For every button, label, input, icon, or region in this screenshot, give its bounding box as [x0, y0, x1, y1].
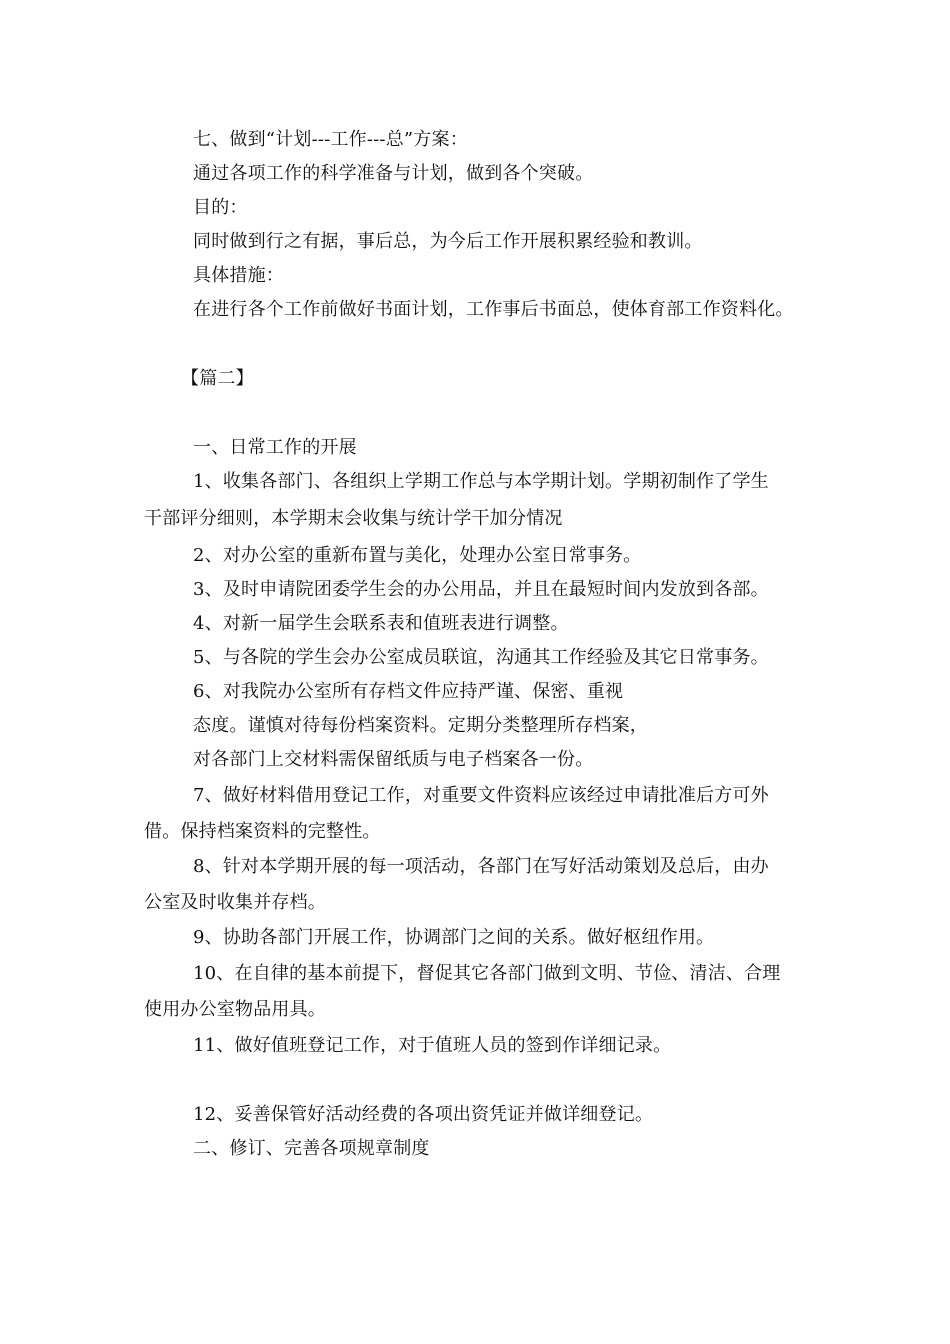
section-heading-1: 一、日常工作的开展	[193, 437, 357, 458]
list-item-7-cont: 借。保持档案资料的完整性。	[144, 821, 381, 842]
section7-text: 通过各项工作的科学准备与计划，做到各个突破。	[193, 163, 594, 184]
purpose-label: 目的：	[193, 197, 248, 218]
list-item-4: 4、对新一届学生会联系表和值班表进行调整。	[193, 613, 569, 634]
part-two-marker: 【篇二】	[181, 368, 254, 389]
measures-text: 在进行各个工作前做好书面计划，工作事后书面总，使体育部工作资料化。	[193, 299, 794, 320]
list-item-1-cont: 干部评分细则，本学期末会收集与统计学干加分情况	[144, 508, 563, 529]
list-item-8-cont: 公室及时收集并存档。	[144, 892, 326, 913]
measures-label: 具体措施：	[193, 265, 284, 286]
list-item-9: 9、协助各部门开展工作，协调部门之间的关系。做好枢纽作用。	[193, 927, 715, 948]
list-item-10-cont: 使用办公室物品用具。	[144, 999, 326, 1020]
list-item-12: 12、妥善保管好活动经费的各项出资凭证并做详细登记。	[193, 1104, 654, 1125]
section7-title: 七、做到“计划---工作---总”方案：	[193, 129, 468, 150]
list-item-2: 2、对办公室的重新布置与美化，处理办公室日常事务。	[193, 545, 642, 566]
list-item-6: 6、对我院办公室所有存档文件应持严谨、保密、重视	[193, 681, 624, 702]
list-item-10: 10、在自律的基本前提下，督促其它各部门做到文明、节俭、清洁、合理	[193, 963, 781, 984]
list-item-6-cont2: 对各部门上交材料需保留纸质与电子档案各一份。	[193, 749, 594, 770]
list-item-1: 1、收集各部门、各组织上学期工作总与本学期计划。学期初制作了学生	[193, 471, 769, 492]
list-item-7: 7、做好材料借用登记工作，对重要文件资料应该经过申请批准后方可外	[193, 785, 769, 806]
list-item-6-cont1: 态度。谨慎对待每份档案资料。定期分类整理所存档案，	[193, 715, 648, 736]
list-item-11: 11、做好值班登记工作，对于值班人员的签到作详细记录。	[193, 1035, 672, 1056]
purpose-text: 同时做到行之有据，事后总，为今后工作开展积累经验和教训。	[193, 231, 703, 252]
list-item-3: 3、及时申请院团委学生会的办公用品，并且在最短时间内发放到各部。	[193, 579, 769, 600]
list-item-8: 8、针对本学期开展的每一项活动，各部门在写好活动策划及总后，由办	[193, 856, 769, 877]
section-heading-2: 二、修订、完善各项规章制度	[193, 1138, 430, 1159]
list-item-5: 5、与各院的学生会办公室成员联谊，沟通其工作经验及其它日常事务。	[193, 647, 769, 668]
